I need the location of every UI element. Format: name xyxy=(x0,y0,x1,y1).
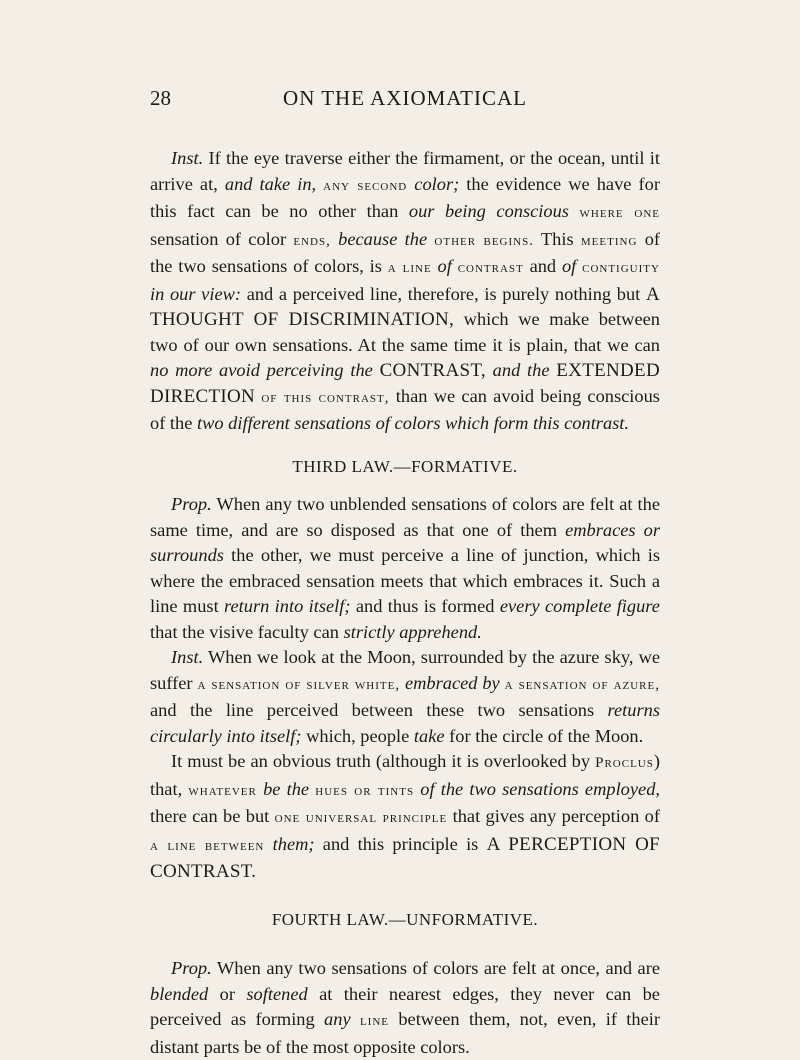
page-header xyxy=(150,86,660,116)
heading-fourth-law: FOURTH LAW.—UNFORMATIVE. xyxy=(271,909,539,929)
page-body xyxy=(150,146,660,1060)
paragraph-contrast-principle: It must be an obvious truth (although it is overlooked by Proclus) that, whatever be the hues or tints of the two sensations employed, there can be but one universal principle that gives any perception of a line between them; and this principle is A PERCEPTION OF CONTRAST. xyxy=(150,751,660,882)
paragraph-instance-1: Inst. If the eye traverse either the firmament, or the ocean, until it arrive at, and take in, any second color; the evidence we have for this fact can be no other than our being conscious where one sensation of color ends, because the other begins. This meeting of the two sensations of colors, is a line of contrast and of contiguity in our view: and a perceived line, therefore, is purely nothing but A THOUGHT OF DISCRIMINATION, which we make between two of our own sensations. At the same time it is plain, that we can no more avoid perceiving the CONTRAST, and the EXTENDED DIRECTION of this contrast, than we can avoid being conscious of the two different sensations of colors which form this contrast. xyxy=(150,148,661,433)
paragraph-instance-2: Inst. When we look at the Moon, surrounded by the azure sky, we suffer a sensation of silver white, embraced by a sensation of azure, and the line perceived between these two sensations returns circularly into itself; which, people take for the circle of the Moon. xyxy=(150,647,661,746)
paragraph-proposition-3: Prop. When any two unblended sensations of colors are felt at the same time, and are so disposed as that one of them embraces or surrounds the other, we must perceive a line of junction, which is where the embraced sensation meets that which embraces it. Such a line must return into itself; and thus is formed every complete figure that the visive faculty can strictly apprehend. xyxy=(150,494,661,642)
paragraph-proposition-4: Prop. When any two sensations of colors are felt at once, and are blended or softened at their nearest edges, they never can be perceived as forming any line between them, not, even, if their distant parts be of the most opposite colors. xyxy=(150,958,660,1057)
running-head: ON THE AXIOMATICAL xyxy=(283,86,527,110)
page-number: 28 xyxy=(150,86,171,110)
heading-third-law: THIRD LAW.—FORMATIVE. xyxy=(292,456,518,476)
